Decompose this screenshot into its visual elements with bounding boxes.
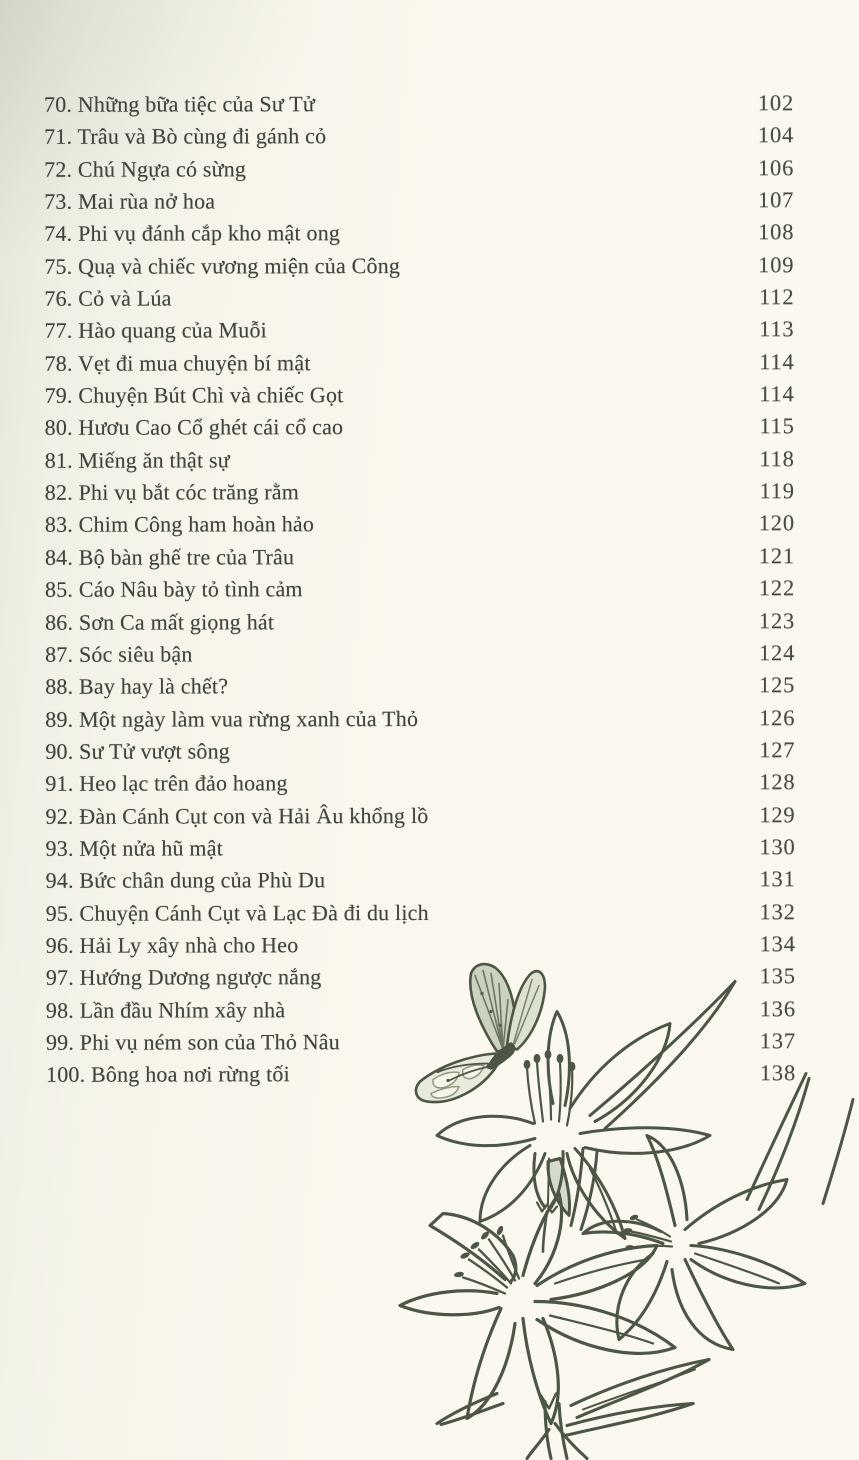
tall-leaf-blades (747, 1074, 853, 1210)
toc-entry (44, 120, 794, 154)
toc-entry-title: 87. Sóc siêu bận (45, 641, 193, 667)
toc-entry-title: 76. Cỏ và Lúa (44, 285, 172, 311)
toc-entry-page-number: 118 (759, 445, 795, 472)
toc-entry-title: 93. Một nửa hũ mật (45, 835, 224, 861)
right-lily-flower (583, 1136, 805, 1350)
toc-entry-title: 80. Hươu Cao Cổ ghét cái cổ cao (44, 414, 344, 441)
toc-entry-title: 91. Heo lạc trên đảo hoang (45, 770, 288, 797)
toc-entry-page-number: 121 (758, 543, 795, 569)
toc-entry-title: 85. Cáo Nâu bày tỏ tình cảm (44, 576, 303, 602)
toc-entry (45, 799, 795, 833)
lilies-and-butterfly-illustration (385, 952, 859, 1460)
toc-entry-title: 100. Bông hoa nơi rừng tối (45, 1061, 290, 1088)
toc-entry (44, 152, 794, 186)
toc-entry (45, 508, 795, 542)
toc-entry-title: 95. Chuyện Cánh Cụt và Lạc Đà đi du lịch (45, 899, 429, 926)
toc-entry-page-number: 130 (759, 834, 796, 860)
toc-entry-title: 99. Phi vụ ném son của Thỏ Nâu (45, 1029, 340, 1055)
toc-entry (44, 281, 794, 315)
toc-entry-title: 71. Trâu và Bò cùng đi gánh cỏ (44, 123, 327, 150)
butterfly-icon (416, 964, 545, 1102)
toc-entry-title: 73. Mai rùa nở hoa (44, 188, 216, 214)
toc-entry (45, 443, 795, 477)
toc-entry-title: 89. Một ngày làm vua rừng xanh của Thỏ (45, 705, 419, 732)
bottom-lily-stamens (454, 1225, 519, 1294)
toc-entry-page-number: 108 (758, 219, 795, 245)
toc-entry-page-number: 138 (759, 1060, 797, 1086)
toc-entry-title: 96. Hải Ly xây nhà cho Heo (45, 932, 299, 958)
toc-entry-title: 88. Bay hay là chết? (45, 673, 229, 699)
toc-entry-page-number: 112 (759, 284, 795, 310)
toc-entry-title: 79. Chuyện Bút Chì và chiếc Gọt (44, 382, 344, 408)
toc-entry (45, 378, 795, 412)
toc-entry-page-number: 114 (759, 381, 795, 407)
toc-entry (45, 669, 795, 703)
toc-entry (46, 863, 796, 897)
toc-entry (45, 475, 795, 509)
toc-entry-page-number: 127 (759, 737, 796, 763)
toc-entry-title: 98. Lần đầu Nhím xây nhà (45, 996, 286, 1023)
toc-entry-page-number: 125 (759, 672, 796, 698)
toc-entry-title: 94. Bức chân dung của Phù Du (45, 867, 326, 894)
toc-entry-page-number: 135 (759, 963, 796, 989)
toc-entry-page-number: 106 (757, 154, 795, 180)
toc-entry-title: 92. Đàn Cánh Cụt con và Hải Âu khổng lồ (45, 802, 429, 829)
toc-entry-title: 74. Phi vụ đánh cắp kho mật ong (44, 220, 341, 247)
toc-entry-title: 84. Bộ bàn ghế tre của Trâu (44, 544, 295, 570)
toc-entry-page-number: 119 (759, 478, 795, 504)
toc-entry (45, 734, 795, 768)
toc-entry (46, 831, 796, 865)
toc-entry (45, 605, 795, 639)
toc-entry-page-number: 128 (759, 769, 796, 795)
toc-entry-page-number: 102 (757, 90, 795, 116)
toc-entry-title: 97. Hướng Dương ngược nắng (45, 964, 322, 991)
toc-entry-page-number: 107 (758, 187, 795, 213)
toc-entry-page-number: 132 (759, 898, 796, 924)
toc-entry (44, 184, 794, 218)
toc-entry (44, 217, 794, 251)
bottom-lily-flower (400, 1194, 675, 1424)
toc-entry-title: 82. Phi vụ bắt cóc trăng rằm (44, 479, 300, 505)
right-lily-stamens (624, 1214, 672, 1250)
toc-entry-page-number: 129 (759, 801, 796, 827)
toc-entry-page-number: 115 (759, 413, 795, 439)
toc-entry-page-number: 124 (758, 640, 796, 666)
toc-entry (44, 87, 794, 121)
toc-entry-page-number: 137 (759, 1028, 796, 1054)
toc-entry (45, 702, 795, 736)
toc-list (44, 87, 796, 1091)
toc-entry-title: 90. Sư Tử vượt sông (45, 738, 231, 764)
toc-entry (45, 766, 795, 800)
toc-entry (45, 637, 795, 671)
toc-entry-title: 86. Sơn Ca mất giọng hát (45, 608, 275, 635)
toc-entry-title: 75. Quạ và chiếc vương miện của Công (44, 252, 401, 279)
toc-entry-title: 72. Chú Ngựa có sừng (44, 156, 247, 182)
toc-entry-page-number: 113 (759, 316, 795, 342)
toc-entry-page-number: 122 (758, 575, 796, 601)
toc-entry-page-number: 136 (759, 995, 796, 1021)
toc-entry-page-number: 104 (757, 122, 795, 148)
toc-entry-page-number: 131 (759, 866, 796, 892)
toc-entry-title: 83. Chim Công ham hoàn hảo (44, 511, 315, 538)
toc-entry-page-number: 114 (759, 348, 795, 375)
toc-entry-title: 70. Những bữa tiệc của Sư Tử (43, 91, 316, 117)
toc-entry-title: 77. Hào quang của Muỗi (44, 317, 268, 344)
toc-entry-page-number: 120 (758, 510, 795, 536)
toc-entry (44, 314, 794, 348)
toc-entry (45, 572, 795, 606)
toc-entry-page-number: 109 (758, 251, 795, 278)
toc-entry (45, 540, 795, 574)
toc-entry-page-number: 126 (759, 704, 796, 730)
toc-entry-title: 81. Miếng ăn thật sự (44, 447, 230, 473)
toc-entry-title: 78. Vẹt đi mua chuyện bí mật (44, 349, 311, 376)
toc-entry-page-number: 134 (759, 931, 796, 957)
toc-entry (45, 411, 795, 445)
toc-entry (44, 346, 794, 380)
toc-entry (44, 249, 794, 283)
toc-entry (46, 896, 796, 930)
toc-entry-page-number: 123 (758, 607, 796, 633)
